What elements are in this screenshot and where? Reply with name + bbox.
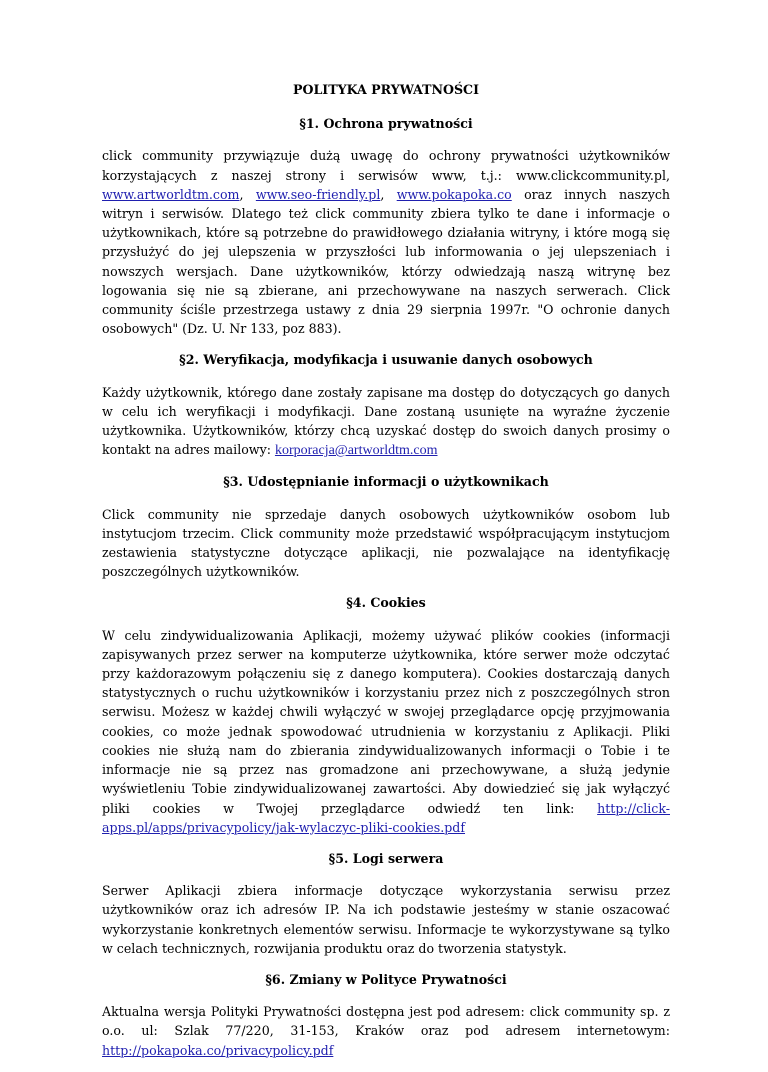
section-6-paragraph bbox=[102, 1002, 670, 1060]
section-4-text: W celu zindywidualizowania Aplikacji, możemy używać plików cookies (informacji zapisywanych przez serwer na komputerze użytkownika, które serwer może odczytać przy każdorazowym połączeniu się z danego komputera). Cookies dostarczają danych statystycznych o ruchu użytkowników i korzystaniu przez nich z poszczególnych stron serwisu. Możesz w każdej chwili wyłączyć w swojej przeglądarce opcję przyjmowania cookies, co może jednak spowodować utrudnienia w korzystaniu z Aplikacji. Pliki cookies nie służą nam do zbierania zindywidualizowanych informacji o Tobie i te informacje nie są przez nas gromadzone ani przechowywane, a służą jedynie wyświetleniu Tobie zindywidualizowanej zawartości. Aby dowiedzieć się jak wyłączyć pliki cookies w Twojej przeglądarce odwiedź ten link: bbox=[102, 627, 670, 816]
section-4 bbox=[102, 593, 670, 836]
section-2-heading: §2. Weryfikacja, modyfikacja i usuwanie danych osobowych bbox=[179, 352, 593, 368]
section-1-text-a: click community przywiązuje dużą uwagę do ochrony prywatności użytkowników korzystających z naszej strony i serwisów www, t.j.: www.clickcommunity.pl, bbox=[102, 148, 670, 183]
link-pokapoka[interactable]: www.pokapoka.co bbox=[396, 186, 512, 202]
section-4-heading: §4. Cookies bbox=[346, 595, 426, 611]
section-3 bbox=[102, 472, 670, 581]
separator: , bbox=[380, 186, 397, 202]
link-seo-friendly[interactable]: www.seo-friendly.pl bbox=[255, 186, 381, 202]
section-6-text: Aktualna wersja Polityki Prywatności dostępna jest pod adresem: click community sp. z o.o. ul: Szlak 77/220, 31-153, Kraków oraz pod adresem internetowym: bbox=[102, 1004, 670, 1039]
section-5 bbox=[102, 849, 670, 958]
section-3-heading: §3. Udostępnianie informacji o użytkownikach bbox=[223, 474, 549, 490]
section-1 bbox=[102, 114, 670, 338]
privacy-policy-pdf-link[interactable]: http://pokapoka.co/privacypolicy.pdf bbox=[102, 1042, 334, 1058]
section-4-paragraph bbox=[102, 626, 670, 837]
document-page bbox=[102, 80, 670, 1072]
document-title: POLITYKA PRYWATNOŚCI bbox=[293, 82, 479, 97]
section-2-paragraph bbox=[102, 383, 670, 461]
link-artworldtm[interactable]: www.artworldtm.com bbox=[102, 186, 240, 202]
section-6 bbox=[102, 970, 670, 1060]
section-1-text-b: oraz innych naszych witryn i serwisów. Dlatego też click community zbiera tylko te dane i informacje o użytkownikach, które są potrzebne do prawidłowego działania witryny, i które mogą się przysłużyć do jej ulepszenia w przyszłości lub informowania o jej ulepszeniach i nowszych wersjach. Dane użytkowników, którzy odwiedzają naszą witrynę bez logowania się nie są zbierane, ani przechowywane na naszych serwerach. Click community ściśle przestrzega ustawy z dnia 29 sierpnia 1997r. "O ochronie danych osobowych" (Dz. U. Nr 133, poz 883). bbox=[102, 186, 671, 337]
section-5-paragraph: Serwer Aplikacji zbiera informacje dotyczące wykorzystania serwisu przez użytkowników oraz ich adresów IP. Na ich podstawie jesteśmy w stanie oszacować wykorzystanie konkretnych elementów serwisu. Informacje te wykorzystywane są tylko w celach technicznych, rozwijania produktu oraz do tworzenia statystyk. bbox=[102, 883, 670, 956]
section-2 bbox=[102, 350, 670, 460]
section-3-paragraph: Click community nie sprzedaje danych osobowych użytkowników osobom lub instytucjom trzecim. Click community może przedstawić współpracującym instytucjom zestawienia statystyczne dotyczące aplikacji, nie pozwalające na identyfikację poszczególnych użytkowników. bbox=[102, 506, 670, 580]
separator: , bbox=[239, 186, 256, 202]
section-1-heading: §1. Ochrona prywatności bbox=[299, 116, 473, 132]
email-link[interactable]: korporacja@artworldtm.com bbox=[274, 443, 438, 459]
section-1-paragraph bbox=[102, 146, 670, 338]
cookies-pdf-link[interactable]: http://click-apps.pl/apps/privacypolicy/jak-wylaczyc-pliki-cookies.pdf bbox=[102, 800, 670, 835]
section-6-heading: §6. Zmiany w Polityce Prywatności bbox=[265, 971, 507, 987]
section-2-text: Każdy użytkownik, którego dane zostały zapisane ma dostęp do dotyczących go danych w celu ich weryfikacji i modyfikacji. Dane zostaną usunięte na wyraźne życzenie użytkownika. Użytkowników, którzy chcą uzyskać dostęp do swoich danych prosimy o kontakt na adres mailowy: bbox=[102, 384, 670, 458]
section-5-heading: §5. Logi serwera bbox=[328, 850, 444, 866]
